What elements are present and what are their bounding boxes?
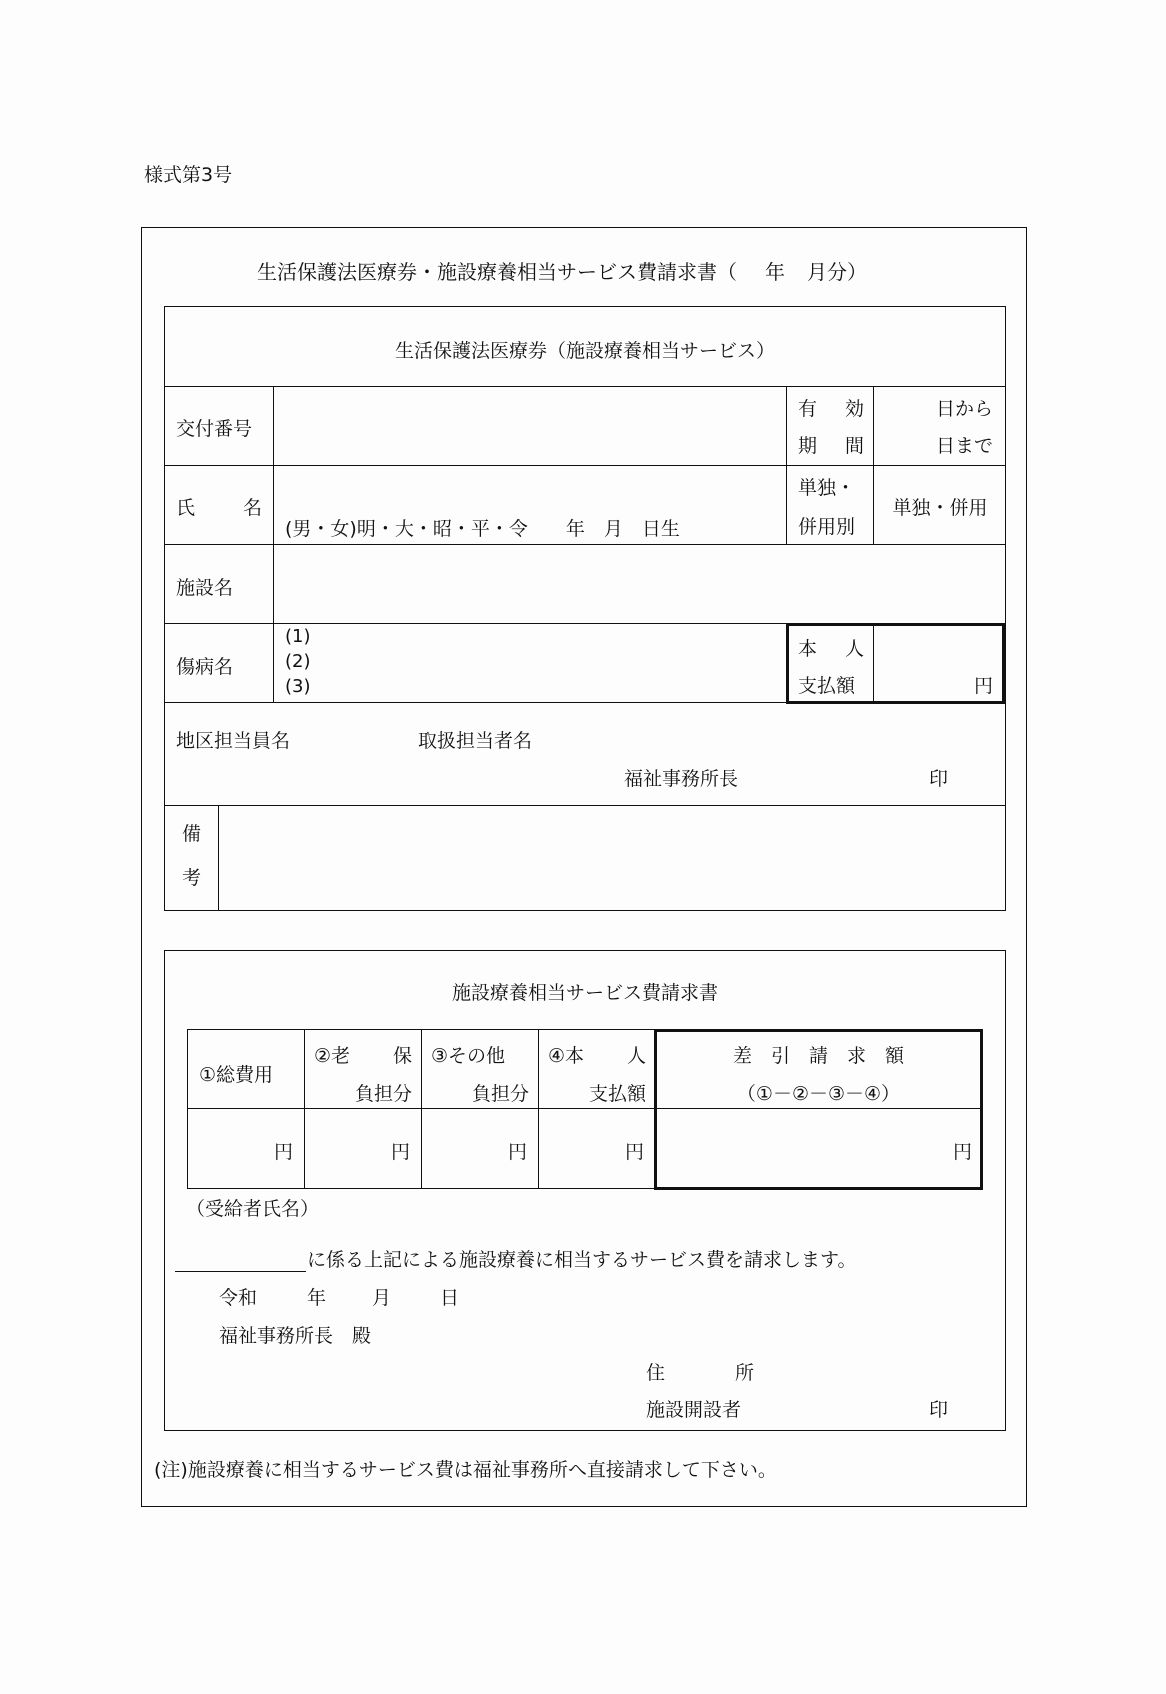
district-staff-label: 地区担当員名 [176, 730, 291, 752]
disease-item-1[interactable]: (1) [285, 626, 311, 647]
col-elderly-header-1: ②老 保 [314, 1045, 412, 1067]
remarks-label-1: 備 [182, 823, 202, 845]
single-combined-value[interactable]: 単独・併用 [892, 497, 988, 519]
office-head-label: 福祉事務所長 [624, 768, 739, 790]
date-day[interactable]: 日 [440, 1287, 460, 1309]
remarks-label-2: 考 [182, 867, 202, 889]
col-self-header-2: 支払額 [588, 1083, 646, 1105]
value-self[interactable]: 円 [624, 1141, 644, 1163]
col-total-cost: ①総費用 [199, 1064, 274, 1086]
claim-title: 施設療養相当サービス費請求書 [451, 982, 718, 1004]
form-number: 様式第3号 [144, 164, 233, 186]
recipient-name-blank[interactable] [175, 1271, 306, 1272]
self-pay-label-1: 本 人 [798, 638, 864, 660]
facility-label: 施設名 [176, 577, 234, 599]
disease-item-3[interactable]: (3) [285, 676, 311, 697]
value-net-claim[interactable]: 円 [952, 1141, 972, 1163]
valid-period-label-1: 有 効 [798, 398, 864, 420]
single-combined-label-1: 単独・ [798, 477, 856, 499]
date-year[interactable]: 年 [307, 1287, 327, 1309]
founder-seal: 印 [929, 1399, 949, 1421]
self-pay-label-2: 支払額 [798, 675, 856, 697]
disease-label: 傷病名 [176, 656, 234, 678]
issue-number-field[interactable] [275, 388, 785, 464]
remarks-field[interactable] [220, 807, 1003, 908]
addressee: 福祉事務所長 殿 [219, 1325, 372, 1347]
name-label: 氏 名 [176, 497, 262, 519]
issue-number-label: 交付番号 [176, 418, 253, 440]
office-head-seal: 印 [929, 768, 949, 790]
recipient-label: （受給者氏名） [186, 1198, 320, 1220]
main-title: 生活保護法医療券・施設療養相当サービス費請求書（ 年 月分） [257, 260, 867, 284]
col-other-header-2: 負担分 [471, 1083, 529, 1105]
col-net-header-1: 差 引 請 求 額 [732, 1045, 904, 1067]
facility-field[interactable] [275, 546, 1003, 622]
col-elderly-header-2: 負担分 [354, 1083, 412, 1105]
value-other[interactable]: 円 [507, 1141, 527, 1163]
disease-item-2[interactable]: (2) [285, 651, 311, 672]
self-pay-yen[interactable]: 円 [973, 675, 993, 697]
date-month[interactable]: 月 [372, 1287, 392, 1309]
footnote: (注)施設療養に相当するサービス費は福祉事務所へ直接請求して下さい。 [154, 1459, 777, 1481]
birth-line[interactable]: (男・女)明・大・昭・平・令 年 月 日生 [285, 518, 680, 540]
date-era: 令和 [219, 1287, 258, 1309]
claim-statement: に係る上記による施設療養に相当するサービス費を請求します。 [307, 1249, 857, 1271]
value-elderly[interactable]: 円 [390, 1141, 410, 1163]
claim-box [164, 950, 1006, 1431]
founder-label: 施設開設者 [646, 1399, 742, 1421]
col-net-header-2: （①－②－③－④） [736, 1083, 901, 1105]
single-combined-label-2: 併用別 [798, 516, 856, 538]
handler-label: 取扱担当者名 [418, 730, 533, 752]
col-self-header-1: ④本 人 [548, 1045, 646, 1067]
valid-to[interactable]: 日まで [935, 435, 993, 457]
valid-period-label-2: 期 間 [798, 435, 864, 457]
value-total-cost[interactable]: 円 [273, 1141, 293, 1163]
ticket-header: 生活保護法医療券（施設療養相当サービス） [394, 340, 775, 362]
col-other-header-1: ③その他 [431, 1045, 506, 1067]
address-label: 住 所 [646, 1362, 754, 1384]
valid-from[interactable]: 日から [935, 398, 993, 420]
